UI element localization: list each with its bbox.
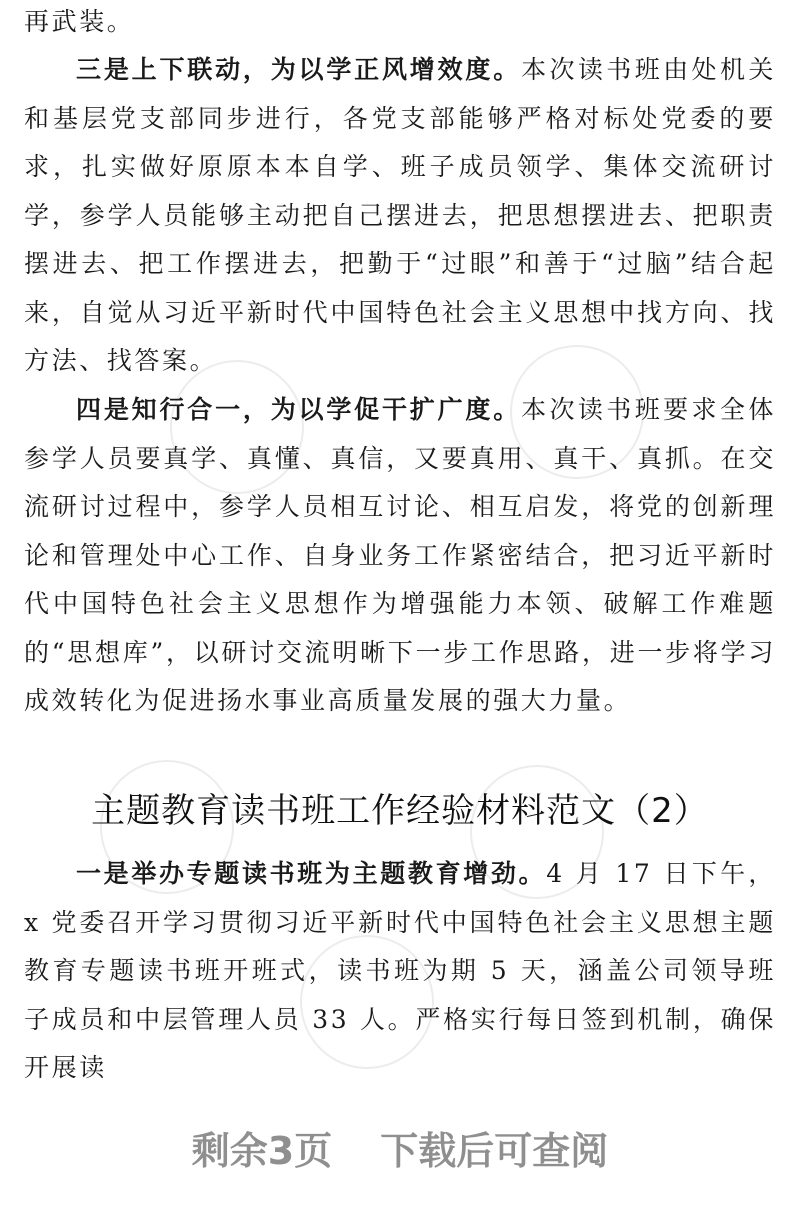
paragraph-lead: 三是上下联动，为以学正风增效度。	[76, 55, 522, 84]
fragment-text: 再武装。	[24, 7, 135, 36]
paragraph-body: 4 月 17 日下午，x 党委召开学习贯彻习近平新时代中国特色社会主义思想主题教育专题读书班开班式，读书班为期 5 天，涵盖公司领导班子成员和中层管理人员 33 人。严格实行每日签到机制，确保开展读	[24, 859, 776, 1082]
paragraph-lead: 一是举办专题读书班为主题教育增劲。	[76, 859, 547, 888]
section-title: 主题教育读书班工作经验材料范文（2）	[91, 791, 709, 831]
download-hint-text: 下载后可查阅	[380, 1129, 609, 1173]
paragraph-four	[24, 386, 776, 726]
remaining-pages-text: 剩余3页	[191, 1129, 333, 1173]
paragraph-five	[24, 850, 776, 1093]
paragraph-body: 本次读书班由处机关和基层党支部同步进行，各党支部能够严格对标处党委的要求，扎实做好原原本本自学、班子成员领学、集体交流研讨学，参学人员能够主动把自己摆进去，把思想摆进去、把职责摆进去、把工作摆进去，把勤于“过眼”和善于“过脑”结合起来，自觉从习近平新时代中国特色社会主义思想中找方向、找方法、找答案。	[24, 55, 776, 375]
text-fragment	[24, 0, 776, 47]
paragraph-body: 本次读书班要求全体参学人员要真学、真懂、真信，又要真用、真干、真抓。在交流研讨过程中，参学人员相互讨论、相互启发，将党的创新理论和管理处中心工作、自身业务工作紧密结合，把习近平新时代中国特色社会主义思想作为增强能力本领、破解工作难题的“思想库”，以研讨交流明晰下一步工作思路，进一步将学习成效转化为促进扬水事业高质量发展的强大力量。	[24, 395, 776, 715]
remaining-pages-banner[interactable]	[0, 1124, 800, 1178]
paragraph-lead: 四是知行合一，为以学促干扩广度。	[76, 395, 522, 424]
paragraph-three	[24, 46, 776, 386]
